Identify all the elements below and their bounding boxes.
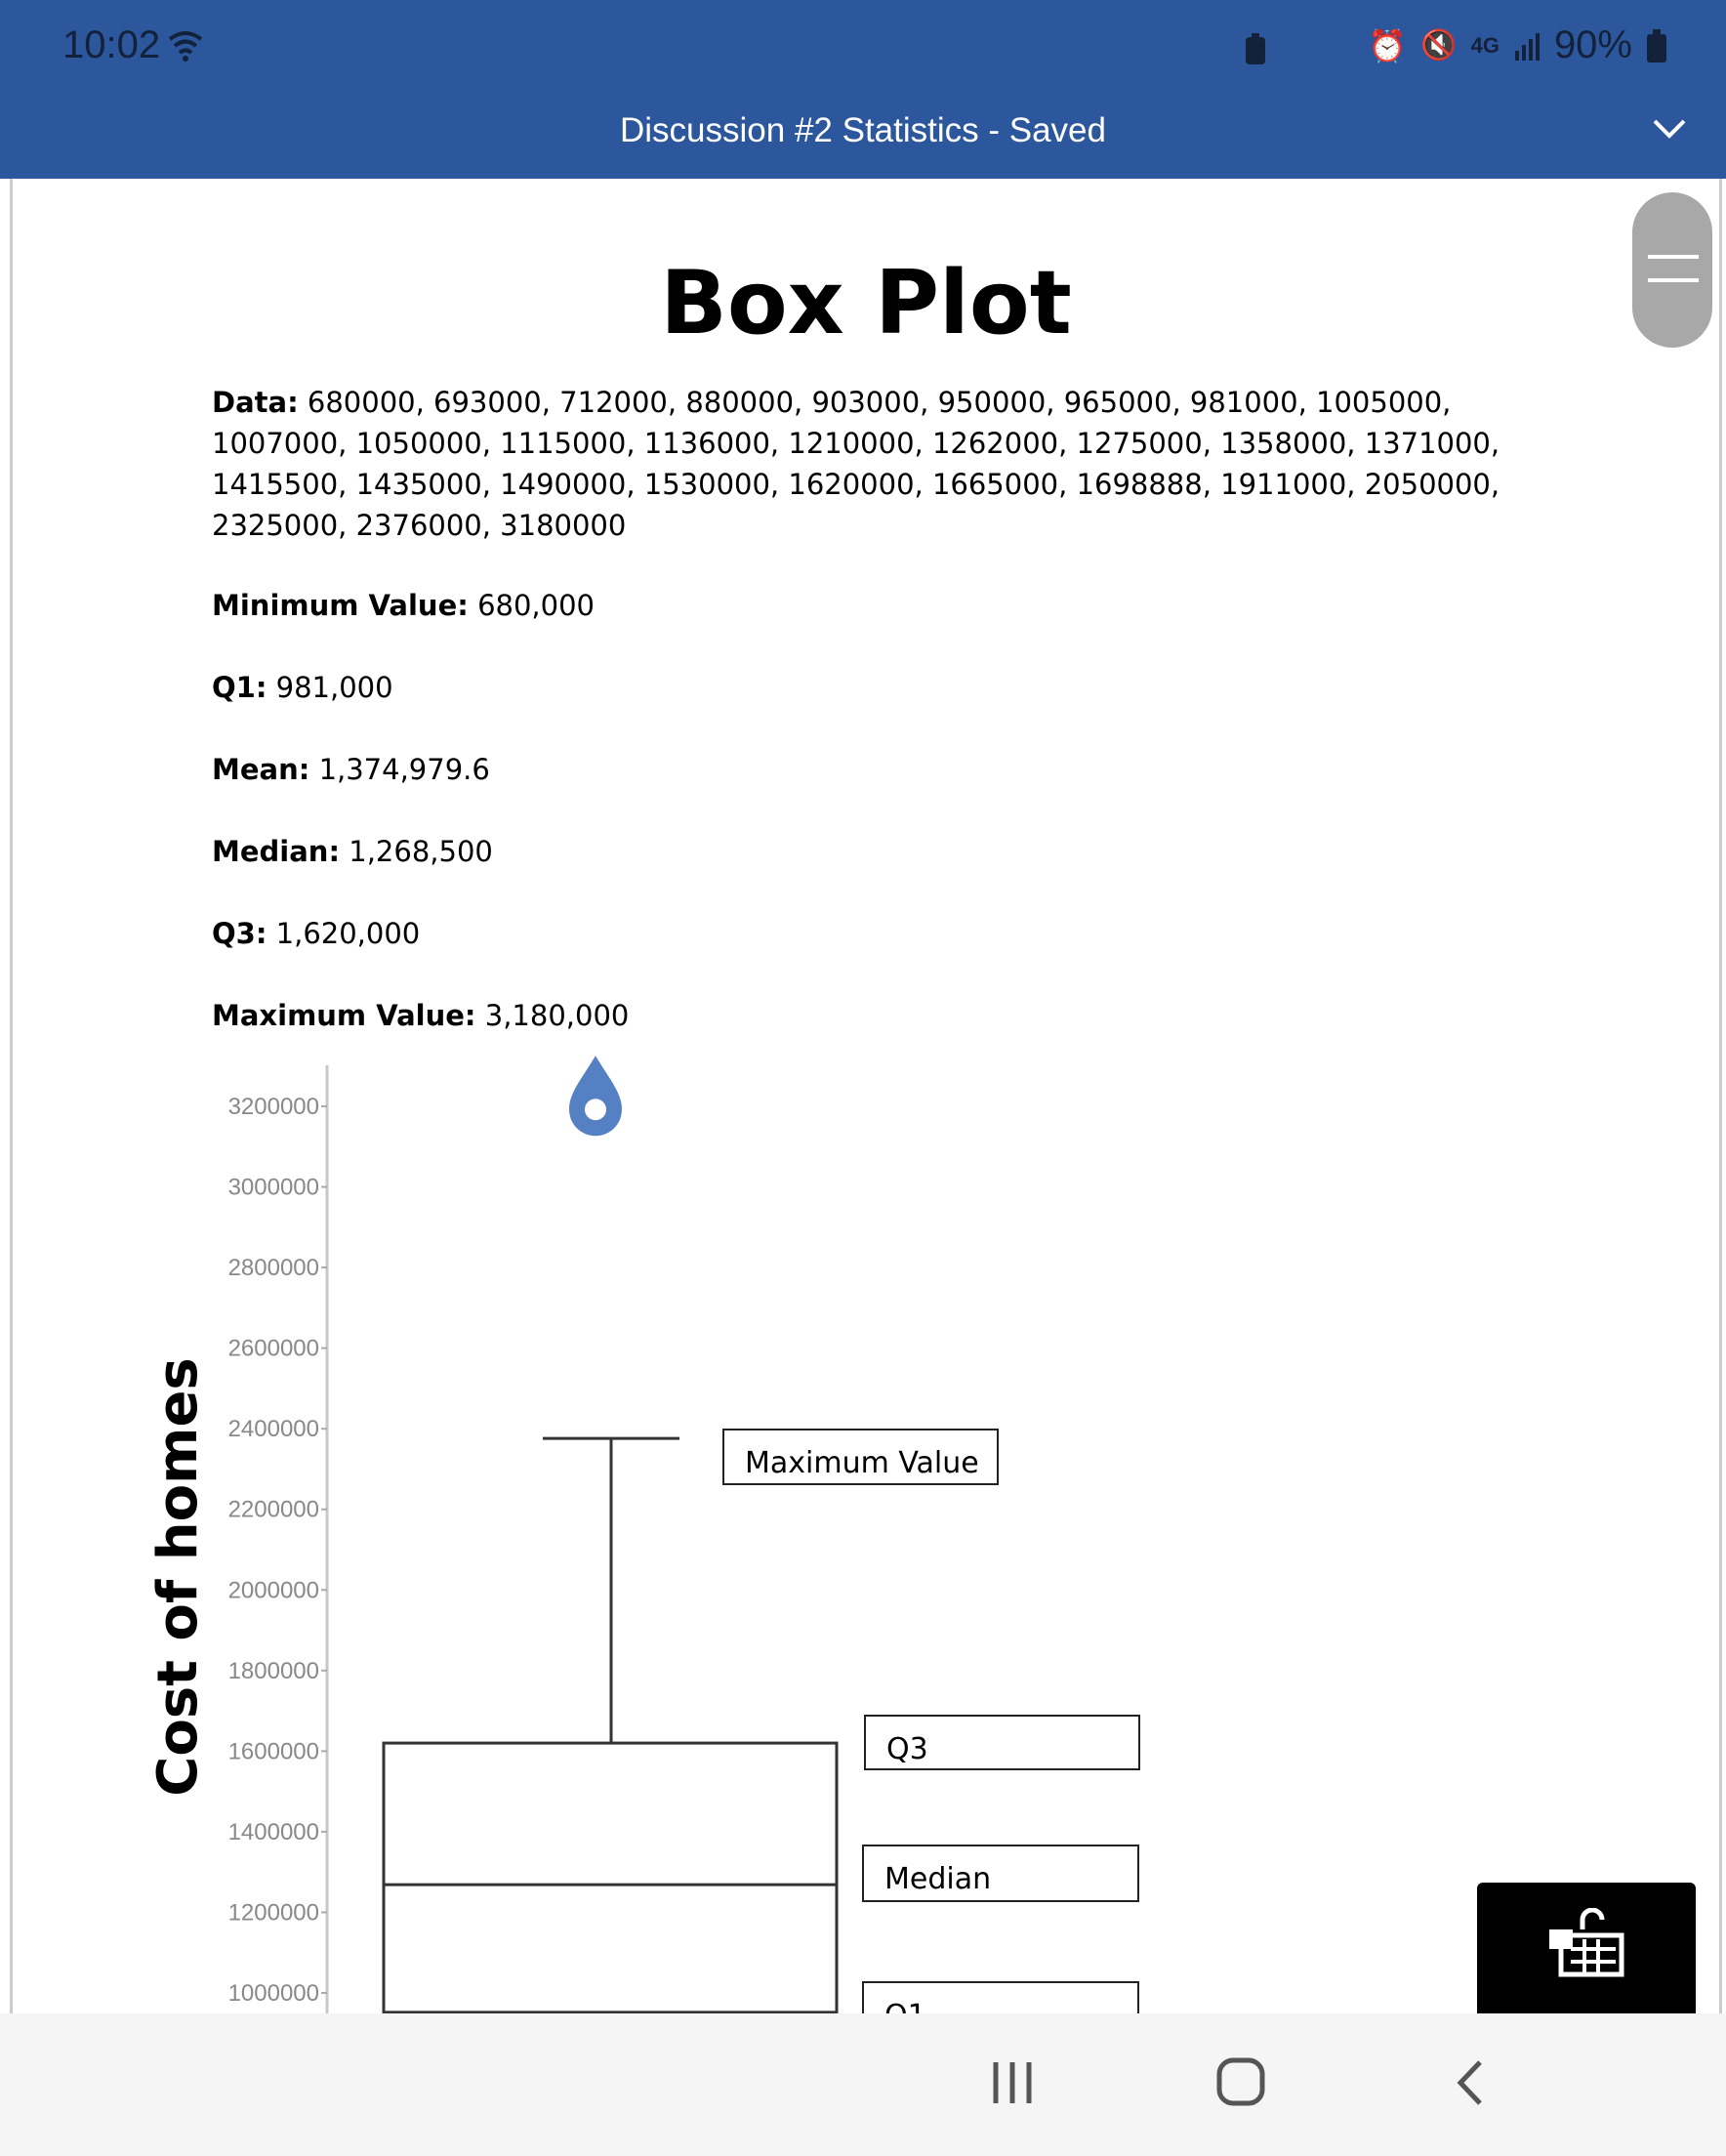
y-tick-label: 2800000 [227, 1255, 319, 1282]
mute-icon: 🔇 [1420, 29, 1458, 62]
status-time: 10:02 [62, 23, 161, 66]
stat-value: 1,620,000 [275, 917, 421, 950]
annotation-q1-label [884, 1999, 926, 2013]
y-tick-label: 3000000 [227, 1174, 319, 1201]
network-type: 4G [1470, 32, 1500, 58]
outlier-marker-dot [585, 1099, 606, 1120]
y-tick-label: 2200000 [227, 1496, 319, 1523]
stat-value: 1,268,500 [349, 835, 493, 868]
outlier-marker-icon [569, 1056, 622, 1136]
stat-value: 981,000 [275, 671, 393, 704]
annotation-maximum-value-label: Maximum Value [745, 1446, 979, 1480]
stat-label: Q3: [212, 917, 267, 950]
y-tick-label: 2600000 [227, 1335, 319, 1362]
box-plot-chart [10, 179, 1722, 2013]
stat-label: Q1: [212, 671, 267, 704]
stat-value: 680,000 [477, 589, 595, 622]
stat-value: 1,374,979.6 [318, 753, 490, 786]
annotation-median-label: Median [884, 1862, 992, 1896]
stat-value: 3,180,000 [484, 999, 630, 1032]
data-values: 680000, 693000, 712000, 880000, 903000, 950000, 965000, 981000, 1005000, 1007000, 1050000, 1115000, 1136000, 1210000, 1262000, 1275000, 1358000, 1371000, 1415500, 1435000, 1490000, 1530000, 1620000, 1665000, 1698888, 1911000, 2050000, 2325000, 2376000, 3180000 [212, 386, 1500, 542]
stat-label: Median: [212, 835, 341, 868]
signal-icon [1513, 31, 1541, 61]
scroll-handle[interactable] [1632, 192, 1712, 348]
battery-percent: 90% [1553, 23, 1632, 66]
home-icon[interactable] [1215, 2056, 1266, 2107]
chevron-down-icon[interactable] [1652, 117, 1687, 141]
navigation-bar [0, 2013, 1726, 2156]
y-tick-label: 1600000 [227, 1738, 319, 1765]
y-axis-label: Cost of homes [146, 1357, 210, 1797]
y-tick-label: 3200000 [227, 1094, 319, 1120]
y-tick-label: 1800000 [227, 1657, 319, 1684]
page-title: Box Plot [660, 252, 1072, 354]
y-tick-label: 2400000 [227, 1416, 319, 1443]
keyboard-toggle-button[interactable] [1477, 1883, 1696, 2013]
document-canvas [10, 179, 1722, 2013]
top-bar [0, 0, 1726, 179]
box-iqr [384, 1743, 837, 2012]
back-icon[interactable] [1453, 2058, 1486, 2107]
y-tick-label: 2000000 [227, 1577, 319, 1604]
recent-apps-icon[interactable] [990, 2058, 1035, 2107]
battery-icon [1646, 29, 1667, 62]
keyboard-unlock-icon [1547, 1908, 1625, 1980]
document-title[interactable]: Discussion #2 Statistics - Saved [620, 111, 1106, 149]
annotation-q3-label: Q3 [886, 1732, 928, 1766]
battery-saver-icon [1244, 33, 1267, 66]
data-label: Data: [212, 386, 299, 419]
status-icons [1368, 23, 1667, 67]
wifi-icon [168, 29, 203, 62]
y-tick-label: 1000000 [227, 1980, 319, 2007]
y-tick-label: 1400000 [227, 1818, 319, 1845]
stat-label: Mean: [212, 753, 310, 786]
alarm-icon: ⏰ [1368, 27, 1408, 63]
stat-label: Minimum Value: [212, 589, 469, 622]
y-tick-label: 1200000 [227, 1899, 319, 1927]
stat-label: Maximum Value: [212, 999, 476, 1032]
